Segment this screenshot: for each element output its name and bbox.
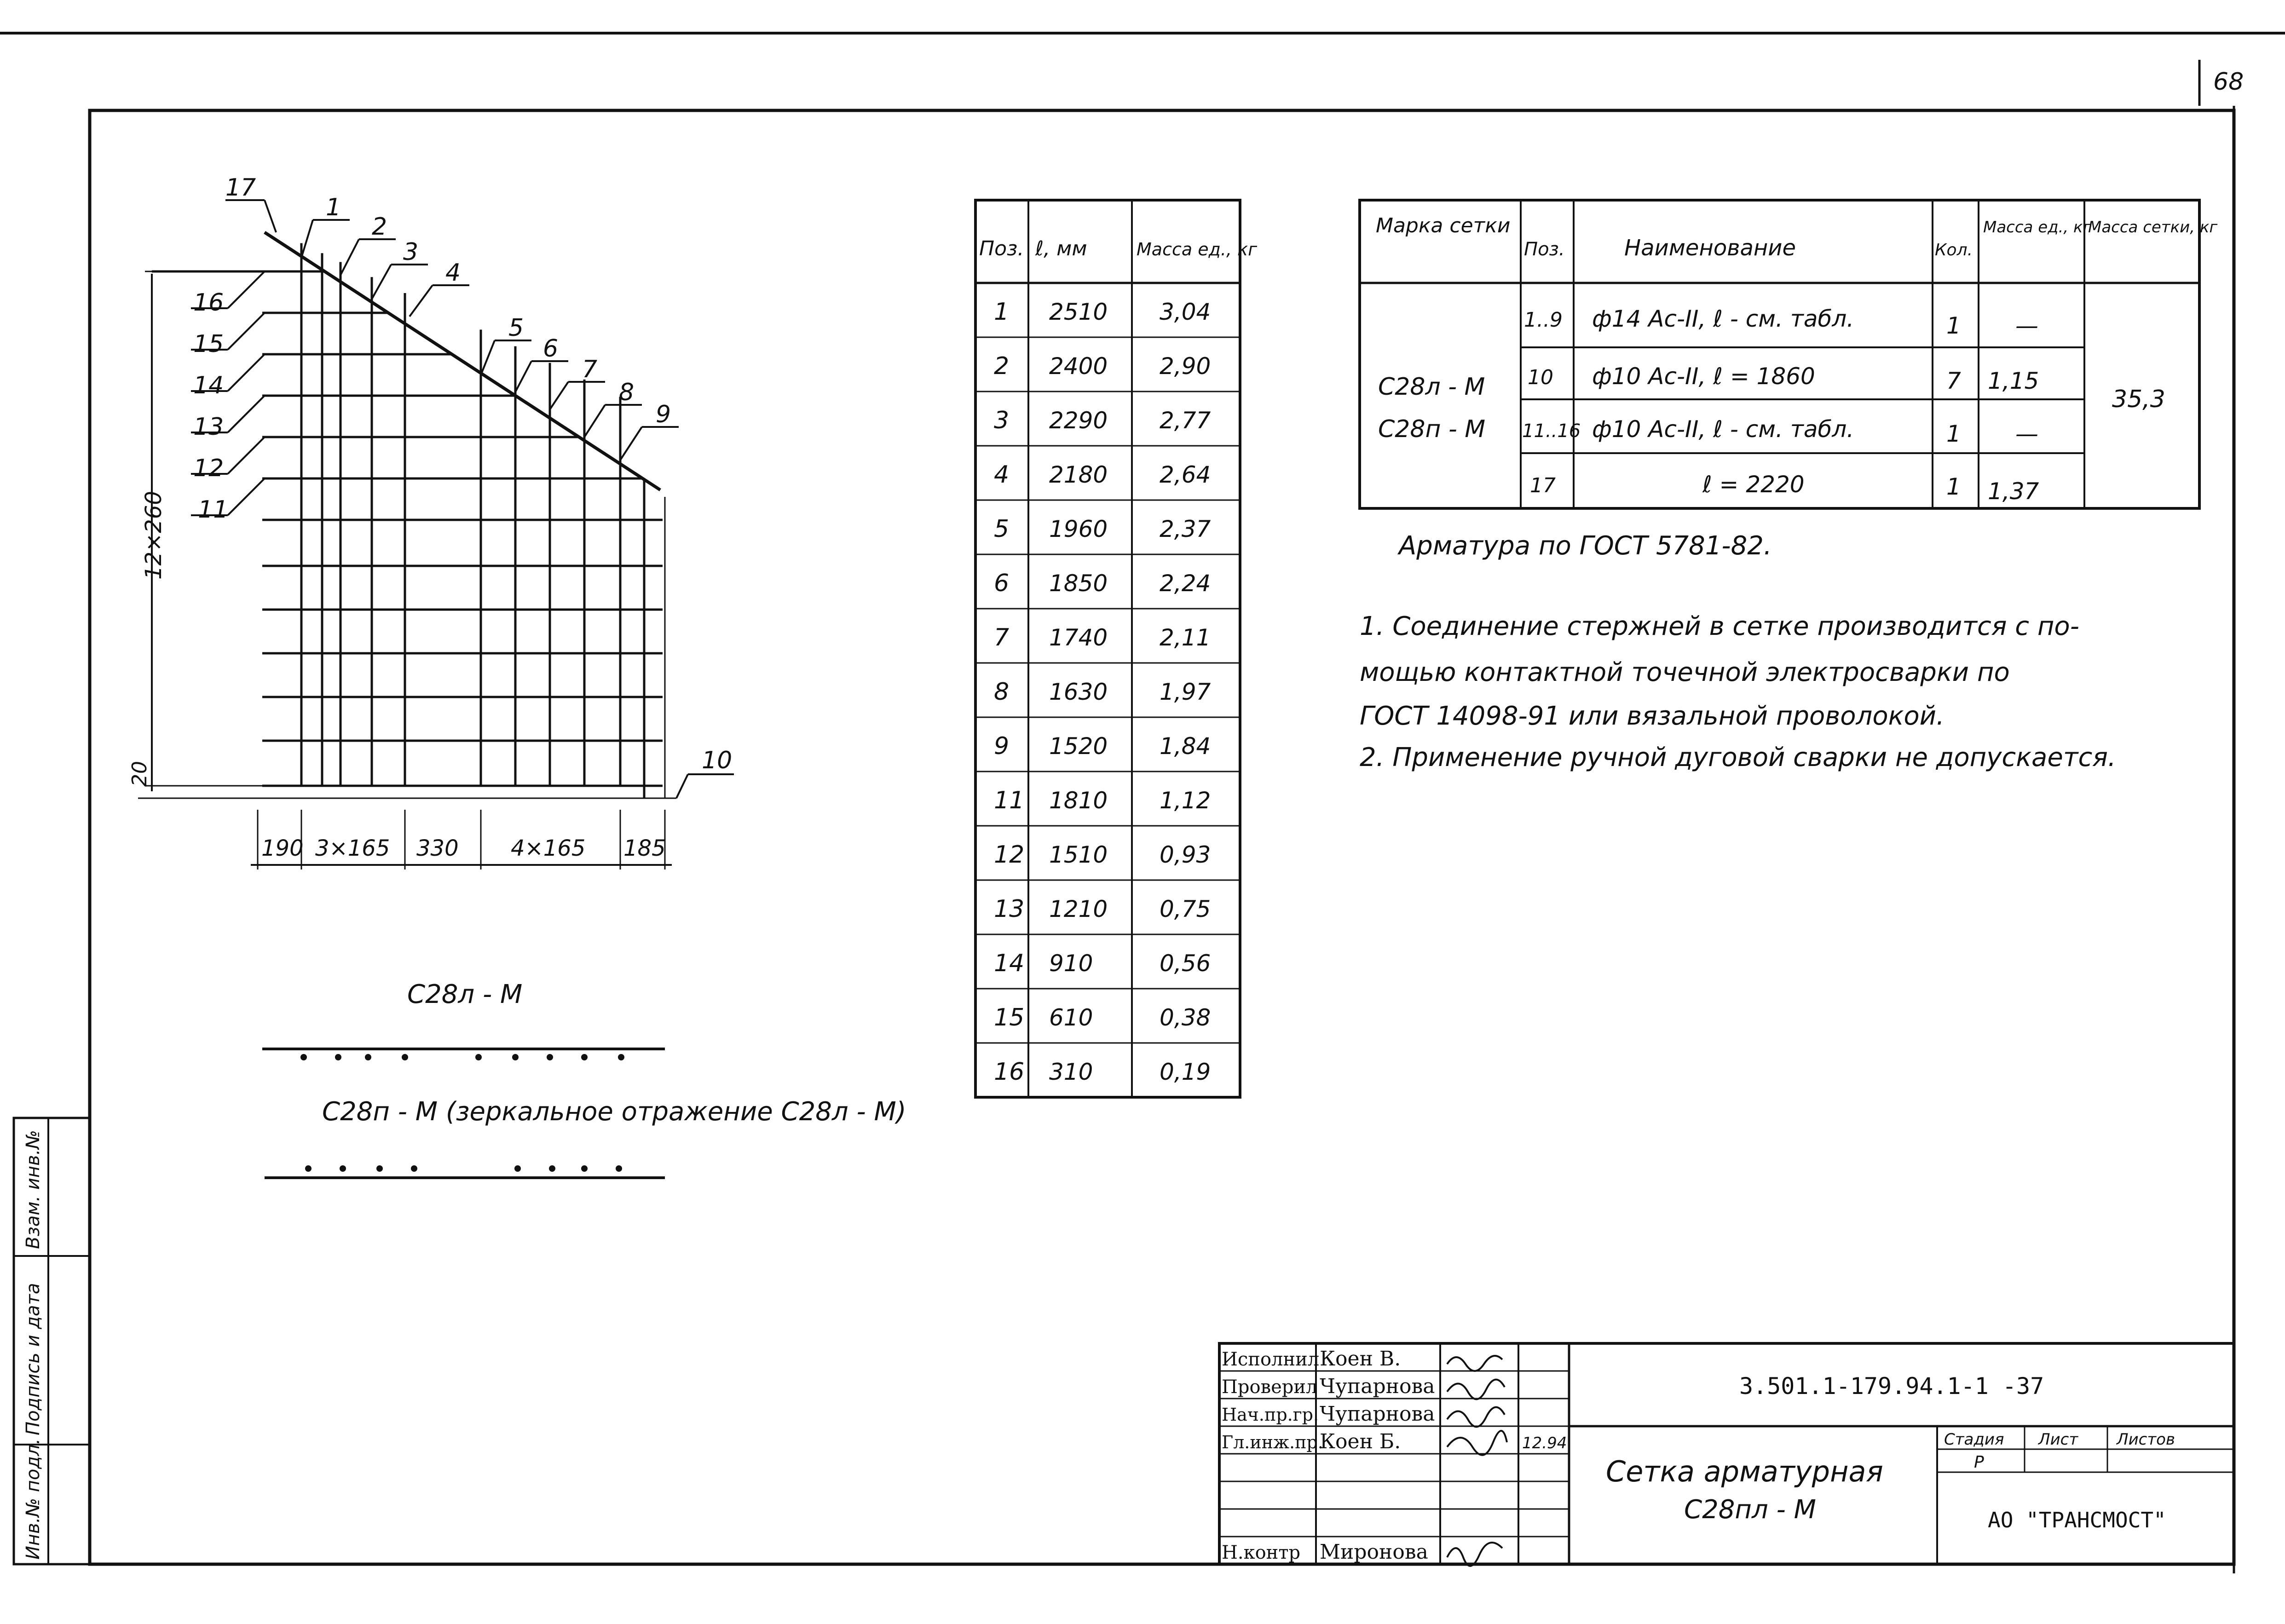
leader-line xyxy=(620,427,642,460)
bar-label: 14 xyxy=(193,372,224,399)
bar-length: 1850 xyxy=(1049,570,1108,597)
side-stamp xyxy=(14,1118,90,1564)
bar-mass: 2,11 xyxy=(1160,624,1211,651)
leader-line xyxy=(228,354,265,391)
bar-section-dot xyxy=(549,1165,555,1172)
spec-qty: 1 xyxy=(1946,473,1961,500)
bar-label: 12 xyxy=(193,455,224,482)
bar-table-rows xyxy=(975,298,1240,1086)
document-code: 3.501.1-179.94.1-1 -37 xyxy=(1739,1373,2044,1399)
page-number: 68 xyxy=(2213,68,2244,96)
bar-section-dot xyxy=(618,1054,624,1060)
bar-section-dot xyxy=(514,1165,521,1172)
bar-label: 15 xyxy=(193,330,224,358)
stage-value: Р xyxy=(1974,1453,1984,1472)
sheets-label: Листов xyxy=(2117,1430,2175,1449)
dimension-label: 3×165 xyxy=(315,835,390,861)
bar-label: 11 xyxy=(198,496,229,524)
bar-mass: 2,77 xyxy=(1160,407,1211,434)
bar-label: 5 xyxy=(508,314,524,342)
bar-position: 9 xyxy=(994,732,1010,760)
bar-length: 310 xyxy=(1049,1059,1093,1085)
bar-mass: 2,64 xyxy=(1160,461,1211,488)
bar-mass: 0,93 xyxy=(1160,841,1211,868)
signature xyxy=(1447,1356,1502,1371)
signature xyxy=(1447,1431,1507,1455)
bar-position: 7 xyxy=(994,624,1010,651)
title-block xyxy=(1219,1343,2234,1566)
spec-name: ф10 Ас-II, ℓ = 1860 xyxy=(1592,363,1815,390)
bar-position: 16 xyxy=(994,1058,1025,1086)
bar-label: 2 xyxy=(372,213,387,241)
bar-section-dot xyxy=(300,1054,307,1060)
signature xyxy=(1447,1543,1502,1566)
bar-position: 1 xyxy=(994,298,1010,326)
bar-label: 4 xyxy=(445,259,461,287)
spec-header-qty: Кол. xyxy=(1935,241,1973,259)
bar-label: 10 xyxy=(702,747,733,774)
bottom-dimension-label: 20 xyxy=(128,761,151,787)
bar-section-dot xyxy=(475,1054,482,1060)
dimension-label: 190 xyxy=(261,835,304,861)
bar-position: 8 xyxy=(994,678,1010,706)
person: Чупарнова xyxy=(1320,1402,1435,1426)
dimension-label: 330 xyxy=(416,835,459,861)
bar-section-dot xyxy=(581,1165,588,1172)
spec-header-unit-mass: Масса ед., кг xyxy=(1983,218,2091,236)
bar-mass: 0,19 xyxy=(1160,1059,1211,1085)
bar-label: 8 xyxy=(619,379,635,406)
section-dots xyxy=(300,1054,624,1060)
drawing-title-line1: Сетка арматурная xyxy=(1606,1455,1883,1488)
dimension-label: 4×165 xyxy=(511,835,586,861)
leader-line xyxy=(584,405,605,437)
bar-label: 13 xyxy=(193,413,224,441)
spec-pos: 11..16 xyxy=(1522,420,1581,442)
role: Проверил xyxy=(1222,1376,1318,1398)
bar-mass: 1,12 xyxy=(1160,787,1211,814)
note-line: 2. Применение ручной дуговой сварки не допускается. xyxy=(1360,743,2116,772)
bar-length: 1510 xyxy=(1049,841,1108,868)
leader-line xyxy=(228,478,265,515)
person: Коен В. xyxy=(1320,1347,1401,1371)
side-stamp-inventory: Инв.№ подл. xyxy=(23,1438,44,1560)
role: Исполнил xyxy=(1222,1349,1320,1370)
bar-position: 3 xyxy=(994,407,1010,434)
bar-label: 16 xyxy=(193,289,224,317)
bar-label: 17 xyxy=(225,174,256,202)
bar-length: 2180 xyxy=(1049,461,1108,488)
bar-position: 12 xyxy=(994,841,1025,869)
bar-length: 1960 xyxy=(1049,516,1108,542)
leader-line xyxy=(301,220,313,258)
spec-header-name: Наименование xyxy=(1624,235,1796,261)
spec-qty: 7 xyxy=(1946,368,1961,394)
bar-length: 1740 xyxy=(1049,624,1108,651)
role: Нач.пр.гр. xyxy=(1222,1405,1319,1425)
bar-table-header: Поз. xyxy=(979,237,1024,260)
bar-position: 15 xyxy=(994,1004,1025,1031)
side-stamp-replacement: Взам. инв.№ xyxy=(23,1130,44,1249)
spec-header-mark: Марка сетки xyxy=(1376,214,1511,237)
person: Чупарнова xyxy=(1320,1375,1435,1398)
bar-mass: 2,37 xyxy=(1160,516,1211,542)
bar-length: 910 xyxy=(1049,950,1093,977)
section-dots xyxy=(305,1165,622,1172)
signature xyxy=(1447,1407,1505,1427)
spec-name: ф10 Ас-II, ℓ - см. табл. xyxy=(1592,416,1854,443)
bar-section-dot xyxy=(305,1165,312,1172)
leader-line xyxy=(228,271,265,308)
bar-length: 1810 xyxy=(1049,787,1108,814)
side-stamp-signature: Подпись и дата xyxy=(23,1283,44,1435)
dimension-label: 185 xyxy=(623,835,666,861)
leader-line xyxy=(481,340,495,375)
bar-section-dot xyxy=(581,1054,588,1060)
bar-length: 610 xyxy=(1049,1004,1093,1031)
bar-mass: 2,24 xyxy=(1160,570,1211,597)
sheet-label: Лист xyxy=(2038,1430,2078,1449)
spec-pos: 17 xyxy=(1530,474,1556,497)
bar-table-header: ℓ, мм xyxy=(1035,237,1087,260)
leader-line xyxy=(676,774,688,798)
spec-pos: 10 xyxy=(1528,366,1553,389)
note-line: мощью контактной точечной электросварки по xyxy=(1360,657,2010,687)
leader-line xyxy=(265,200,276,232)
leader-line xyxy=(550,382,568,409)
notes xyxy=(1360,531,2116,772)
bar-position: 13 xyxy=(994,895,1025,923)
spec-unit-mass: — xyxy=(2015,420,2038,447)
bar-position: 2 xyxy=(994,352,1010,380)
bar-label: 3 xyxy=(403,238,419,266)
bar-section-dot xyxy=(411,1165,417,1172)
bar-length: 2290 xyxy=(1049,407,1108,434)
leader-line xyxy=(228,313,265,350)
bar-table xyxy=(975,200,1258,1097)
spec-mesh-mass: 35,3 xyxy=(2112,386,2165,413)
spec-unit-mass: 1,37 xyxy=(1988,478,2039,505)
bar-section-dot xyxy=(340,1165,346,1172)
bar-position: 11 xyxy=(994,787,1025,814)
stage-label: Стадия xyxy=(1944,1430,2004,1449)
bar-section-dot xyxy=(335,1054,341,1060)
role: Гл.инж.пр. xyxy=(1222,1432,1323,1452)
drawing-title-line2: С28пл - М xyxy=(1684,1495,1816,1525)
organization: АО "ТРАНСМОСТ" xyxy=(1988,1508,2166,1532)
bar-mass: 3,04 xyxy=(1160,299,1211,325)
spec-qty: 1 xyxy=(1946,312,1961,339)
bar-length: 2400 xyxy=(1049,353,1108,380)
bar-length: 1210 xyxy=(1049,896,1108,922)
section-label-left: С28л - М xyxy=(407,979,523,1009)
bar-mass: 1,97 xyxy=(1160,679,1211,705)
person: Коен Б. xyxy=(1320,1430,1401,1453)
spec-header-mesh-mass: Масса сетки, кг xyxy=(2088,218,2218,236)
mesh-diagram xyxy=(152,232,676,798)
bar-position: 6 xyxy=(994,570,1010,597)
bar-section-dot xyxy=(616,1165,622,1172)
section-views xyxy=(262,979,906,1178)
person: Миронова xyxy=(1320,1540,1428,1564)
note-line: 1. Соединение стержней в сетке производится с по- xyxy=(1360,611,2079,641)
spec-mark-left: С28л - М xyxy=(1378,373,1485,401)
bar-table-header: Масса ед., кг xyxy=(1137,239,1258,259)
bar-section-dot xyxy=(376,1165,383,1172)
leader-line xyxy=(228,437,265,474)
bar-section-dot xyxy=(402,1054,408,1060)
bar-label: 1 xyxy=(326,194,341,221)
section-label-right: С28п - М (зеркальное отражение С28л - М) xyxy=(322,1097,906,1127)
spec-name: ℓ = 2220 xyxy=(1702,471,1805,498)
bar-mass: 0,38 xyxy=(1160,1004,1211,1031)
leader-line xyxy=(410,285,433,317)
vertical-dimension-label: 12×260 xyxy=(141,491,167,580)
bar-length: 2510 xyxy=(1049,299,1108,325)
spec-unit-mass: 1,15 xyxy=(1988,368,2039,394)
spec-name: ф14 Ас-II, ℓ - см. табл. xyxy=(1592,305,1854,332)
bar-label: 7 xyxy=(582,356,598,383)
note-standard: Арматура по ГОСТ 5781-82. xyxy=(1399,531,1772,561)
bar-position: 4 xyxy=(994,461,1010,489)
signature xyxy=(1447,1380,1505,1399)
bar-section-dot xyxy=(547,1054,553,1060)
leader-line xyxy=(372,265,391,299)
note-line: ГОСТ 14098-91 или вязальной проволокой. xyxy=(1360,701,1945,731)
bar-section-dot xyxy=(365,1054,371,1060)
spec-mark-right: С28п - М xyxy=(1378,415,1486,443)
role: Н.контр xyxy=(1222,1542,1301,1563)
spec-qty: 1 xyxy=(1946,420,1961,447)
bar-mass: 1,84 xyxy=(1160,733,1211,760)
leader-line xyxy=(228,396,265,432)
bar-label: 6 xyxy=(543,335,559,363)
spec-pos: 1..9 xyxy=(1524,308,1563,332)
leader-line xyxy=(515,361,531,392)
leader-line xyxy=(340,239,359,275)
bar-mass: 0,56 xyxy=(1160,950,1211,977)
bar-section-dot xyxy=(512,1054,519,1060)
bar-mass: 2,90 xyxy=(1160,353,1211,380)
bar-label: 9 xyxy=(656,401,671,428)
spec-header-pos: Поз. xyxy=(1524,239,1565,260)
bar-position: 5 xyxy=(994,515,1010,543)
bar-length: 1520 xyxy=(1049,733,1108,760)
bar-position: 14 xyxy=(994,950,1025,977)
spec-table xyxy=(1360,200,2218,508)
spec-unit-mass: — xyxy=(2015,312,2038,339)
date: 12.94 xyxy=(1522,1434,1567,1452)
bar-mass: 0,75 xyxy=(1160,896,1211,922)
bar-length: 1630 xyxy=(1049,679,1108,705)
